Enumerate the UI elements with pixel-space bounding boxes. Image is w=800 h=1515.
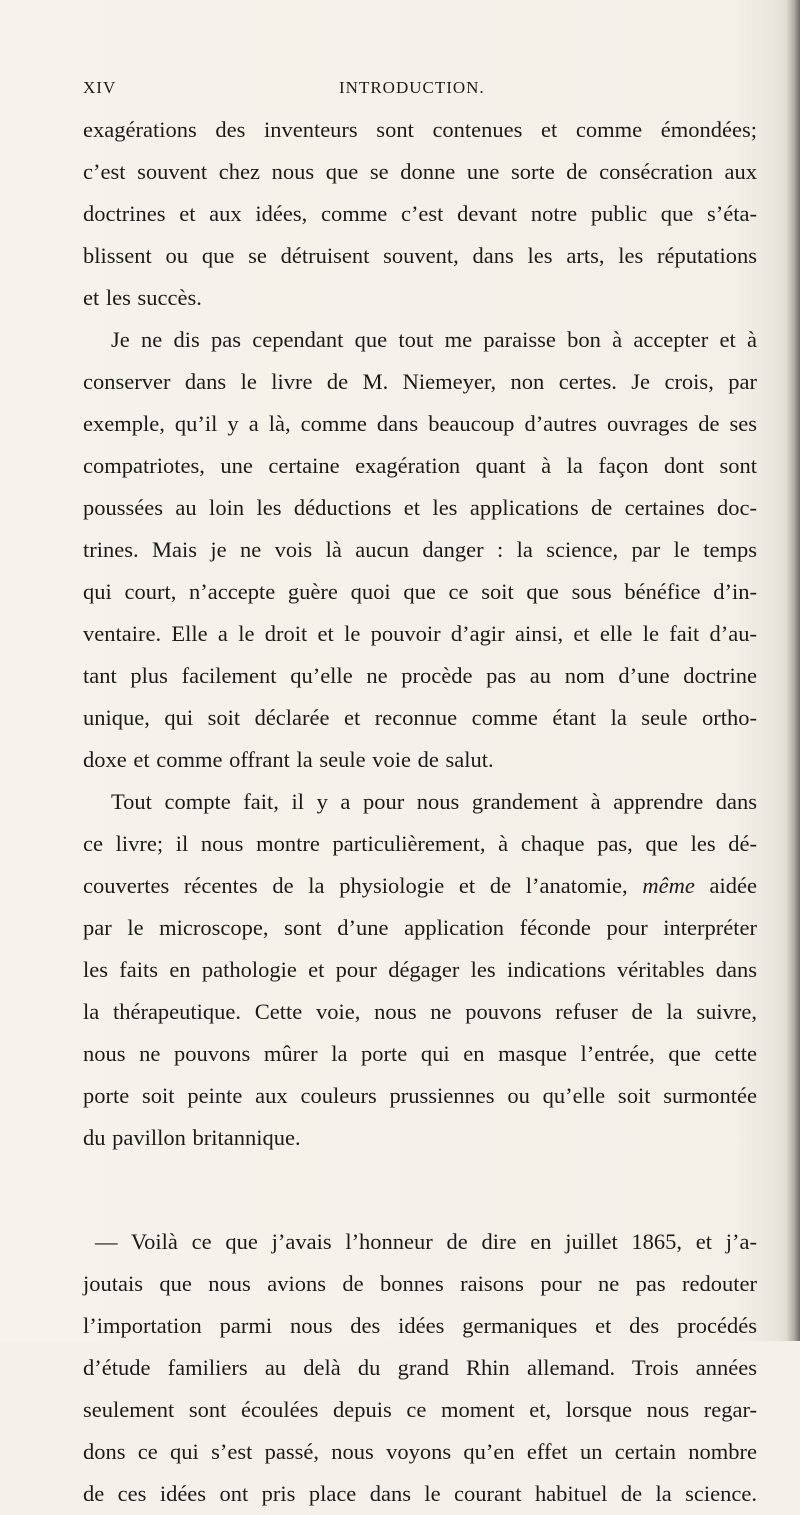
text-line: du pavillon britannique. [83, 1125, 301, 1150]
text-line: tant plus facilement qu’elle ne procède pas au nom d’une doctrine [83, 663, 757, 688]
text-line: joutais que nous avions de bonnes raisons pour ne pas redouter [83, 1271, 757, 1296]
text-body [83, 109, 757, 1515]
text-line: seulement sont écoulées depuis ce moment et, lorsque nous regar- [83, 1397, 757, 1422]
text-line: — Voilà ce que j’avais l’honneur de dire en juillet 1865, et j’a- [95, 1229, 757, 1254]
text-line: par le microscope, sont d’une application féconde pour interpréter [83, 915, 757, 940]
text-line: de ces idées ont pris place dans le courant habituel de la science. [83, 1481, 757, 1506]
text-line: qui court, n’accepte guère quoi que ce soit que sous bénéfice d’in- [83, 579, 757, 604]
text-line: unique, qui soit déclarée et reconnue comme étant la seule ortho- [83, 705, 757, 730]
text-line: ce livre; il nous montre particulièrement, à chaque pas, que les dé- [83, 831, 757, 856]
text-fragment: aidée [694, 873, 758, 898]
text-line: trines. Mais je ne vois là aucun danger : la science, par le temps [83, 537, 757, 562]
text-fragment: couvertes récentes de la physiologie et de l’anatomie, [83, 873, 628, 898]
text-line-with-italic [83, 865, 757, 907]
text-line: exemple, qu’il y a là, comme dans beaucoup d’autres ouvrages de ses [83, 411, 757, 436]
running-title: INTRODUCTION. [339, 78, 485, 97]
text-line: ventaire. Elle a le droit et le pouvoir d’agir ainsi, et elle le fait d’au- [83, 621, 757, 646]
text-line: doxe et comme offrant la seule voie de salut. [83, 747, 494, 772]
italic-word: même [642, 873, 695, 898]
page-edge-shadow [786, 0, 800, 1341]
text-line: poussées au loin les déductions et les applications de certaines doc- [83, 495, 757, 520]
text-line: Tout compte fait, il y a pour nous grandement à apprendre dans [111, 789, 757, 814]
page-number: XIV [83, 78, 117, 97]
text-line: doctrines et aux idées, comme c’est devant notre public que s’éta- [83, 201, 757, 226]
text-line: porte soit peinte aux couleurs prussiennes ou qu’elle soit surmontée [83, 1083, 757, 1108]
running-head [83, 78, 773, 106]
text-line: conserver dans le livre de M. Niemeyer, non certes. Je crois, par [83, 369, 757, 394]
text-line: blissent ou que se détruisent souvent, dans les arts, les réputations [83, 243, 757, 268]
text-line: c’est souvent chez nous que se donne une sorte de consécration aux [83, 159, 757, 184]
text-line: nous ne pouvons mûrer la porte qui en masque l’entrée, que cette [83, 1041, 757, 1066]
text-line: d’étude familiers au delà du grand Rhin allemand. Trois années [83, 1355, 757, 1380]
text-line: la thérapeutique. Cette voie, nous ne pouvons refuser de la suivre, [83, 999, 757, 1024]
text-line: les faits en pathologie et pour dégager les indications véritables dans [83, 957, 757, 982]
text-line: exagérations des inventeurs sont contenues et comme émondées; [83, 117, 757, 142]
section-gap [83, 1159, 757, 1221]
text-line: l’importation parmi nous des idées germaniques et des procédés [83, 1313, 757, 1338]
text-line: dons ce qui s’est passé, nous voyons qu’en effet un certain nombre [83, 1439, 757, 1464]
text-line: compatriotes, une certaine exagération quant à la façon dont sont [83, 453, 757, 478]
text-line: Je ne dis pas cependant que tout me paraisse bon à accepter et à [111, 327, 757, 352]
text-line: et les succès. [83, 285, 202, 310]
